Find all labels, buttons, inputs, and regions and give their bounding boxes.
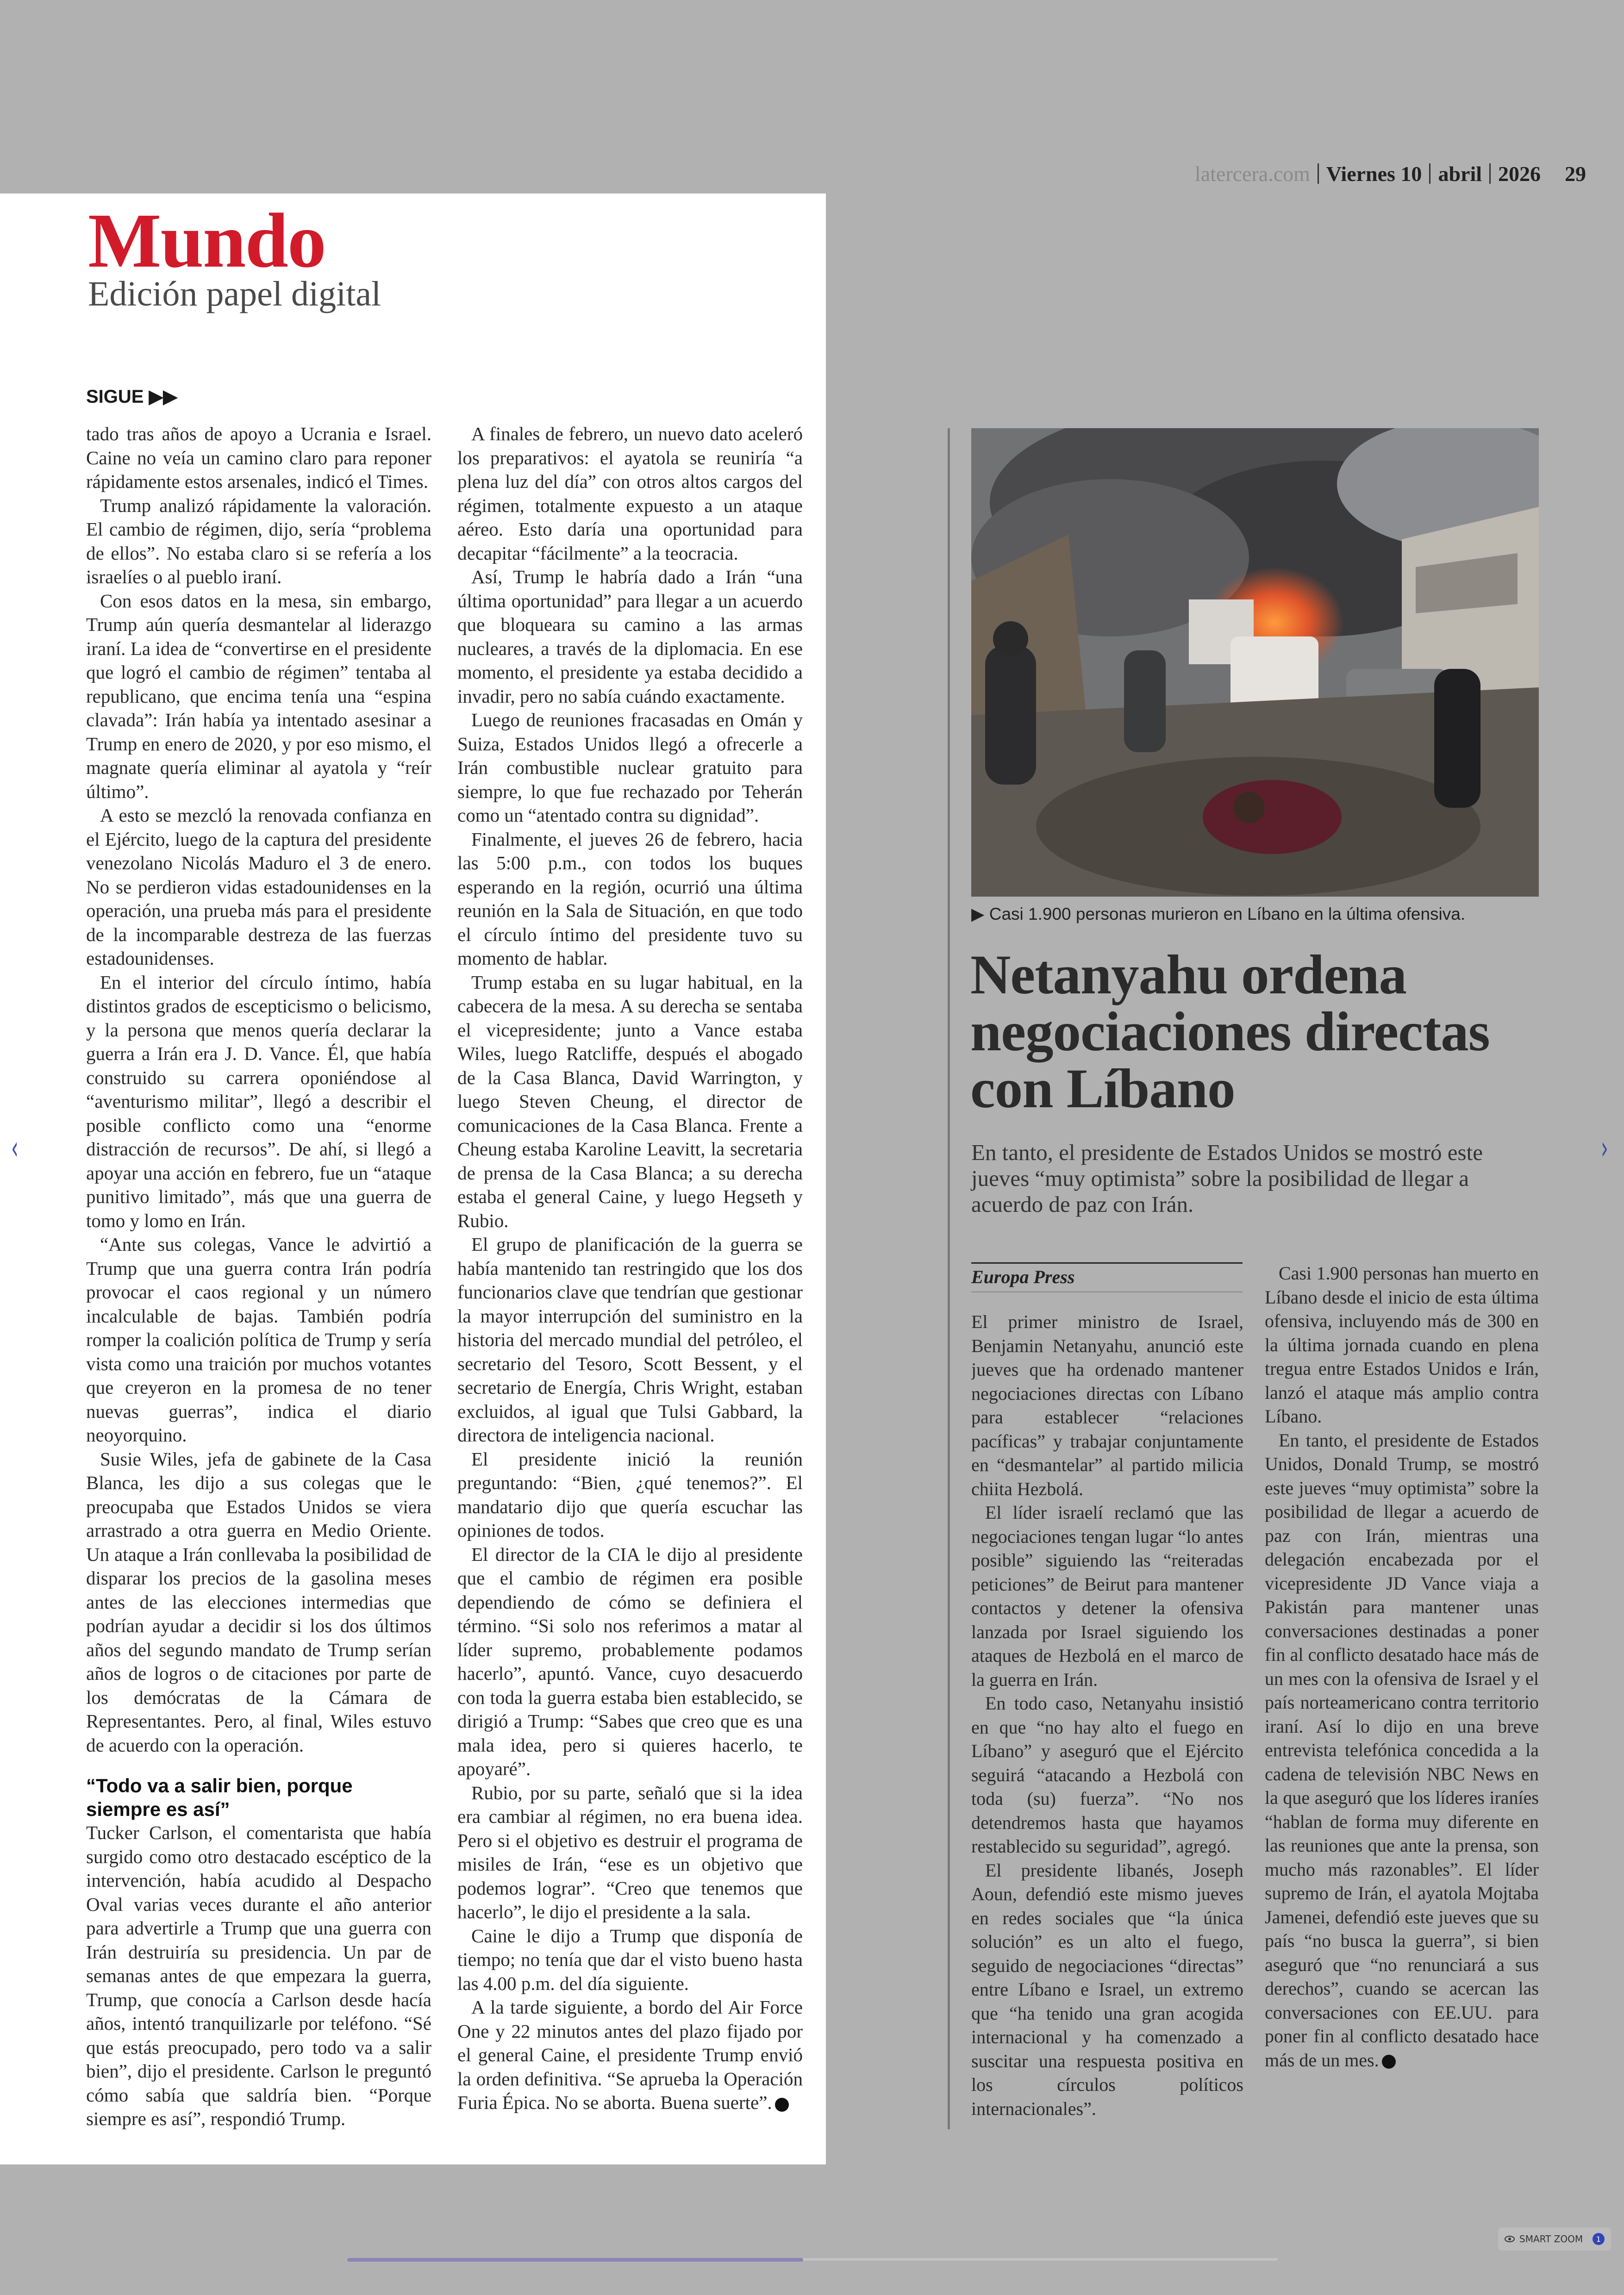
page-number: 29 — [1565, 162, 1586, 186]
paragraph — [457, 1996, 803, 2115]
paragraph: Trump estaba en su lugar habitual, en la cabecera de la mesa. A su derecha se sentaba el vicepresidente; junto a Vance estaba Wiles, luego Ratcliffe, después el abogado de la Casa Blanca, David Warrington, y luego Steven Cheung, el director de comunicaciones de la Casa Blanca. Frente a Cheung estaba Karoline Leavitt, la secretaria de prensa de la Casa Blanca; a su derecha estaba el general Caine, y luego Hegseth y Rubio. — [457, 971, 803, 1231]
smart-zoom-label: SMART ZOOM — [1519, 2233, 1583, 2245]
paragraph: Tucker Carlson, el comentarista que había surgido como otro destacado escéptico de la intervención, había acudido al Despacho Oval varias veces durante el año anterior para advertirle a Trump que una guerra con Irán destruiría su presidencia. Un par de semanas antes de que empezara la guerra, Trump, que conocía a Carlson desde hacía años, intentó tranquilizarle por teléfono. “Sé que estás preocupado, pero todo va a salir bien”, dijo el presidente. Carlson le preguntó cómo sabía que saldría bien. “Porque siempre es así”, respondió Trump. — [86, 1822, 431, 2129]
paragraph: El director de la CIA le dijo al presidente que el cambio de régimen era posible dependiendo de cómo se definiera el término. “Si solo nos referimos a matar al líder supremo, probablemente podamos hacerlo”, apuntó. Vance, cuyo desacuerdo con toda la guerra estaba bien establecido, se dirigió a Trump: “Sabes que creo que es una mala idea, pero si quieres hacerlo, te apoyaré”. — [457, 1543, 803, 1779]
eye-icon — [1505, 2236, 1515, 2242]
smart-zoom-button[interactable] — [1498, 2227, 1611, 2251]
header-separator — [1318, 163, 1319, 184]
paragraph: “Ante sus colegas, Vance le advirtió a Trump que una guerra contra Irán podría provocar el caos regional y un número incalculable de bajas. También podría romper la coalición política de Trump y sería vista como una traición por muchos votantes que creyeron en la promesa de no tener nuevas guerras”, indica el diario neoyorquino. — [86, 1234, 431, 1446]
paragraph: Con esos datos en la mesa, sin embargo, Trump aún quería desmantelar al liderazgo iraní. La idea de “convertirse en el presidente que logró el cambio de régimen” tentaba al republicano, que encima tenía una “espina clavada”: Irán había ya intentado asesinar a Trump en enero de 2020, y por eso mismo, el magnate quería eliminar al ayatola y “reír último”. — [86, 590, 431, 802]
article-column-3 — [971, 1310, 1243, 2134]
photo-caption: ▶ Casi 1.900 personas murieron en Líbano en la última ofensiva. — [971, 904, 1466, 923]
byline: Europa Press — [971, 1266, 1075, 1287]
paragraph: Trump analizó rápidamente la valoración. El cambio de régimen, dijo, sería “problema de ellos”. No estaba claro si se refería a los israelíes o al pueblo iraní. — [86, 494, 431, 587]
paragraph: A finales de febrero, un nuevo dato aceleró los preparativos: el ayatola se reuniría “a plena luz del día” con otros altos cargos del régimen, totalmente expuesto a un ataque aéreo. Esto daría una oportunidad para decapitar “fácilmente” a la teocracia. — [457, 423, 803, 564]
paragraph: El líder israelí reclamó que las negociaciones tengan lugar “lo antes posible” siguiendo las “reiteradas peticiones” de Beirut para mantener contactos y detener la ofensiva lanzada por Israel siguiendo los ataques de Hezbolá en el marco de la guerra en Irán. — [971, 1502, 1243, 1690]
header-separator — [1429, 163, 1430, 184]
article-column-1 — [86, 422, 431, 2130]
paragraph: El presidente inició la reunión preguntando: “Bien, ¿qué tenemos?”. El mandatario dijo que quería escuchar las opiniones de todos. — [457, 1448, 803, 1541]
date-day: Viernes 10 — [1326, 162, 1422, 186]
paragraph-text: A la tarde siguiente, a bordo del Air Force One y 22 minutos antes del plazo fijado por el general Caine, el presidente Trump envió la orden definitiva. “Se aprueba la Operación Furia Épica. No se aborta. Buena suerte”. — [457, 1996, 803, 2113]
smart-zoom-count: 1 — [1593, 2233, 1605, 2245]
paragraph: Rubio, por su parte, señaló que si la idea era cambiar al régimen, no era buena idea. Pero si el objetivo es destruir el programa de misiles de Irán, “ese es un objetivo que podemos lograr”. “Creo que tenemos que hacerlo”, le dijo el presidente a la sala. — [457, 1782, 803, 1922]
section-subtitle: Edición papel digital — [88, 274, 381, 313]
page-header — [1195, 160, 1586, 187]
paragraph: El primer ministro de Israel, Benjamin Netanyahu, anunció este jueves que ha ordenado mantener negociaciones directas con Líbano para establecer “relaciones pacíficas” y trabajar conjuntamente en “desmantelar” al partido milicia chiita Hezbolá. — [971, 1311, 1243, 1499]
byline-rule — [971, 1262, 1243, 1264]
paragraph: Finalmente, el jueves 26 de febrero, hacia las 5:00 p.m., con todos los buques esperando en la región, ocurrió una última reunión en la Sala de Situación, en que todo el círculo íntimo del presidente tuvo su momento de hablar. — [457, 828, 803, 969]
paragraph: Luego de reuniones fracasadas en Omán y Suiza, Estados Unidos llegó a ofrecerle a Irán combustible nuclear gratuito para siempre, lo que fue rechazado por Teherán como un “atentado contra su dignidad”. — [457, 709, 803, 826]
end-of-article-mark — [775, 2098, 789, 2112]
news-photo — [971, 428, 1539, 897]
paragraph: A esto se mezcló la renovada confianza en el Ejército, luego de la captura del presidente venezolano Nicolás Maduro el 3 de enero. No se perdieron vidas estadounidenses en la operación, una prueba más para el presidente de la incomparable destreza de las fuerzas estadounidenses. — [86, 804, 431, 969]
date-month: abril — [1438, 162, 1482, 186]
section-title: Mundo — [88, 198, 325, 284]
header-separator — [1489, 163, 1491, 184]
paragraph: En todo caso, Netanyahu insistió en que “no hay alto el fuego en Líbano” y aseguró que el Ejército seguirá “atacando a Hezbolá con toda (su) fuerza”. “No nos detendremos hasta que hayamos restablecido su seguridad”, agregó. — [971, 1693, 1243, 1857]
paragraph: Casi 1.900 personas han muerto en Líbano desde el inicio de esta última ofensiva, incluyendo más de 300 en la última jornada cuando en plena tregua entre Estados Unidos e Irán, lanzó el ataque más amplio contra Líbano. — [1265, 1263, 1539, 1427]
reading-progress-fill — [347, 2258, 803, 2262]
article-deck: En tanto, el presidente de Estados Unidos se mostró este jueves “muy optimista” sobre la posibilidad de llegar a acuerdo de paz con Irán. — [971, 1140, 1483, 1217]
previous-page-icon[interactable]: ‹ — [11, 1129, 19, 1167]
paragraph: tado tras años de apoyo a Ucrania e Israel. Caine no veía un camino claro para reponer rápidamente estos arsenales, indicó el Times. — [86, 423, 431, 492]
next-page-icon[interactable]: › — [1601, 1129, 1608, 1167]
photo-illustration — [971, 428, 1539, 897]
continue-label: SIGUE ▶▶ — [86, 387, 178, 407]
column-divider — [948, 428, 950, 2129]
paragraph: El grupo de planificación de la guerra se había mantenido tan restringido que los dos funcionarios clave que tendrían que gestionar la mayor interrupción del suministro en la historia del mercado mundial del petróleo, el secretario del Tesoro, Scott Bessent, y el secretario de Energía, Chris Wright, estaban excluidos, al igual que Tulsi Gabbard, la directora de inteligencia nacional. — [457, 1234, 803, 1446]
article-column-2 — [457, 422, 803, 2130]
end-of-article-mark — [1382, 2055, 1396, 2069]
site-name: latercera.com — [1194, 162, 1310, 186]
article-column-4 — [1265, 1261, 1539, 2136]
date-year: 2026 — [1498, 162, 1541, 186]
paragraph: Así, Trump le habría dado a Irán “una última oportunidad” para llegar a un acuerdo que bloqueara su camino a las armas nucleares, a través de la diplomacia. En ese momento, el presidente ya estaba decidido a invadir, pero no sabía cuándo exactamente. — [457, 566, 803, 707]
paragraph: En el interior del círculo íntimo, había distintos grados de escepticismo o belicismo, y la persona que menos quería declarar la guerra a Irán era J. D. Vance. Él, que había construido su carrera oponiéndose al “aventurismo militar”, llegó a describir el posible conflicto como una “enorme distracción de recursos”. De ahí, si llegó a apoyar una acción en febrero, fue un “ataque punitivo limitado”, más que una guerra de tomo y lomo en Irán. — [86, 971, 431, 1231]
paragraph: Caine le dijo a Trump que disponía de tiempo; no tenía que dar el visto bueno hasta las 4.00 p.m. del día siguiente. — [457, 1925, 803, 1994]
paragraph — [1265, 1428, 1539, 2072]
article-headline: Netanyahu ordena negociaciones directas con Líbano — [970, 944, 1490, 1120]
paragraph: El presidente libanés, Joseph Aoun, defendió este mismo jueves en redes sociales que “la única solución” es un alto el fuego, seguido de negociaciones “directas” entre Líbano e Israel, un extremo que “ha tenido una gran acogida internacional y ha comenzado a suscitar una respuesta positiva en los círculos políticos internacionales”. — [971, 1859, 1243, 2119]
paragraph-text: En tanto, el presidente de Estados Unidos, Donald Trump, se mostró este jueves “muy optimista” sobre la posibilidad de llegar a acuerdo de paz con Irán, mientras una delegación encabezada por el vicepresidente JD Vance viaja a Pakistán para mantener unas conversaciones destinadas a poner fin al conflicto desatado hace más de un mes con la ofensiva de Israel y el país norteamericano contra territorio iraní. Así lo dijo en una breve entrevista telefónica concedida a la cadena de televisión NBC News en la que aseguró que los líderes iraníes “hablan de forma muy diferente en las reuniones que ante la prensa, son mucho más razonables”. El líder supremo de Irán, el ayatola Mojtaba Jamenei, defendió este jueves que su país “no busca la guerra”, si bien aseguró que “no renunciará a sus derechos”, cuando se acercan las conversaciones con EE.UU. para poner fin al conflicto desatado hace más de un mes. — [1265, 1429, 1539, 2070]
article-subhead: “Todo va a salir bien, porque siempre es así” — [86, 1775, 353, 1820]
paragraph: Susie Wiles, jefa de gabinete de la Casa Blanca, les dijo a sus colegas que le preocupaba que Estados Unidos se viera arrastrado a otra guerra en Medio Oriente. Un ataque a Irán conllevaba la posibilidad de disparar los precios de la gasolina meses antes de las elecciones intermedias que podrían ayudar a decidir si los dos últimos años del segundo mandato de Trump serían años de logros o de citaciones por parte de los demócratas de la Cámara de Representantes. Pero, al final, Wiles estuvo de acuerdo con la operación. — [86, 1448, 431, 1756]
byline-rule — [971, 1291, 1243, 1292]
